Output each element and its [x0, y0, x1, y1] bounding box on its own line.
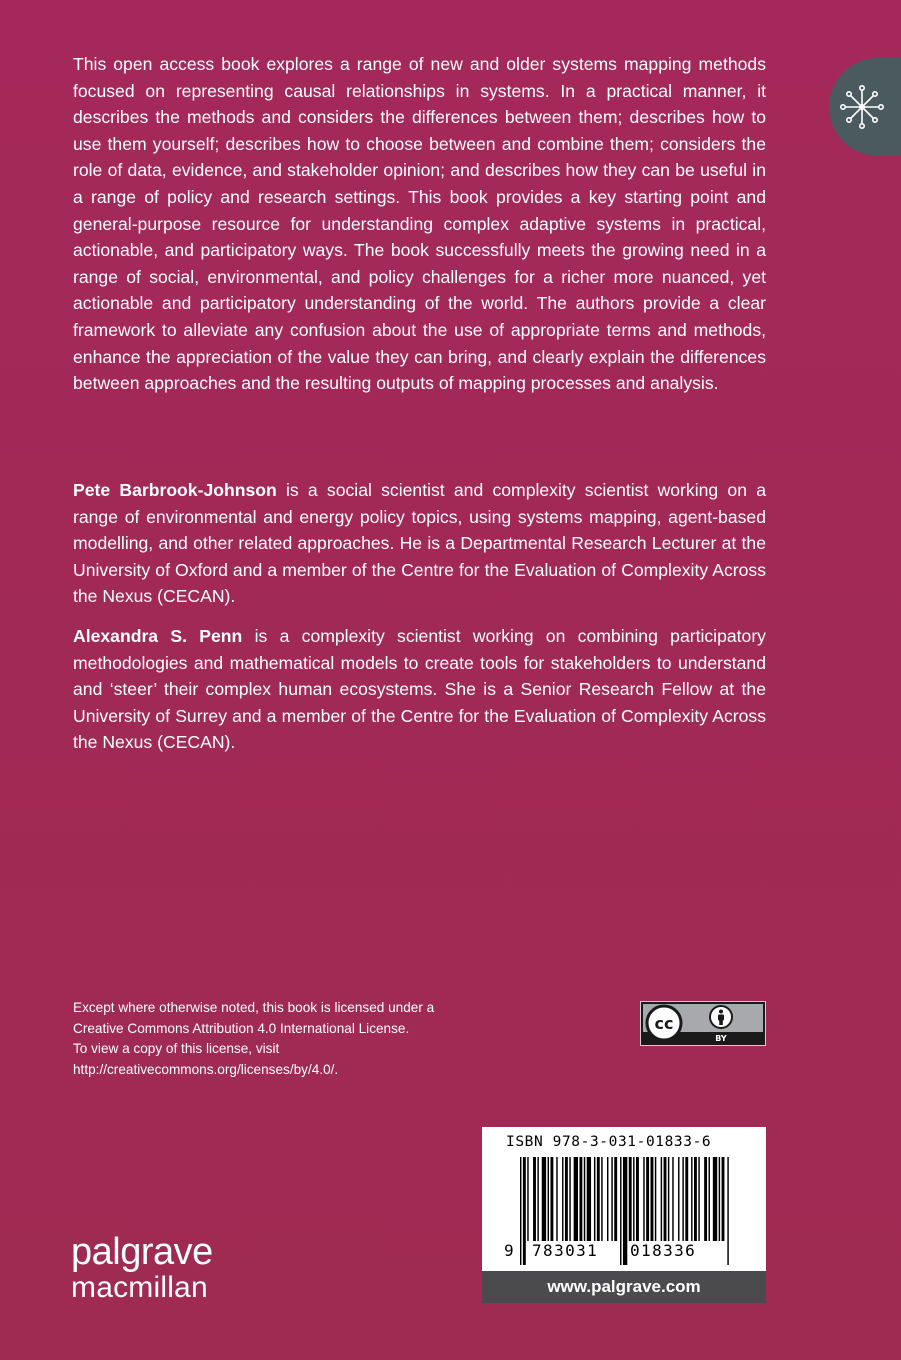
svg-text:cc: cc [654, 1014, 674, 1033]
barcode-bar [584, 1157, 585, 1241]
barcode-bar [719, 1157, 720, 1241]
author-name-1: Pete Barbrook-Johnson [73, 480, 277, 500]
barcode-bar [664, 1157, 667, 1241]
barcode-bar [698, 1157, 699, 1241]
publisher-logo [71, 1232, 213, 1304]
barcode-bar [727, 1157, 728, 1265]
cc-by-license-badge [640, 1001, 766, 1046]
barcode-bar [607, 1157, 608, 1241]
barcode-bar [685, 1157, 688, 1241]
author-name-2: Alexandra S. Penn [73, 626, 243, 646]
barcode-bar [594, 1157, 595, 1241]
barcode-bar [704, 1157, 707, 1241]
barcode-bar [611, 1157, 612, 1241]
barcode-bar [646, 1157, 649, 1241]
barcode-bar [661, 1157, 662, 1241]
barcode-bar [633, 1157, 634, 1241]
barcode-bar [713, 1157, 717, 1241]
barcode-bar [668, 1157, 669, 1241]
barcode-bar [636, 1157, 639, 1241]
barcode-bar [574, 1157, 578, 1241]
barcode-bar [579, 1157, 582, 1241]
barcode-bar [694, 1157, 697, 1241]
barcode-bar [550, 1157, 553, 1241]
barcode-bar [623, 1157, 627, 1265]
barcode-bar [682, 1157, 683, 1241]
barcode-bar [569, 1157, 570, 1241]
barcode-bar [587, 1157, 591, 1241]
author-bio-2 [73, 623, 766, 756]
barcode-bar [523, 1157, 526, 1265]
barcode-bar [601, 1157, 602, 1241]
barcode-bars [482, 1127, 766, 1271]
barcode-bar [556, 1157, 557, 1241]
barcode-bar [527, 1157, 528, 1241]
barcode-bar [542, 1157, 546, 1241]
barcode-bar [651, 1157, 654, 1241]
barcode-bar [678, 1157, 679, 1241]
barcode-digit-prefix: 9 [504, 1241, 514, 1260]
publisher-name-line1: palgrave [71, 1231, 213, 1273]
barcode-bar [691, 1157, 692, 1241]
author-bio-text-1: is a social scientist and complexity scientist working on a range of environmental and energy policy topics, using systems mapping, agent-based modelling, and other related approaches. He is a Departmental Research Lecturer at the University of Oxford and a member of the Centre for the Evaluation of Complexity Across the Nexus (CECAN). [73, 480, 766, 607]
barcode-bar [655, 1157, 656, 1241]
barcode-bar [597, 1157, 600, 1241]
barcode-bar [614, 1157, 617, 1241]
isbn-barcode [482, 1127, 766, 1303]
barcode-bar [533, 1157, 536, 1241]
barcode-bar [620, 1157, 621, 1265]
barcode-bar [537, 1157, 538, 1241]
palgrave-logo-badge [829, 58, 901, 156]
license-url-link[interactable]: http://creativecommons.org/licenses/by/4.0/. [73, 1061, 339, 1077]
isbn-label: ISBN 978-3-031-01833-6 [506, 1134, 712, 1150]
license-line-1: Except where otherwise noted, this book is licensed under a [73, 1000, 435, 1015]
barcode-bar [562, 1157, 563, 1241]
barcode-bar [643, 1157, 644, 1241]
barcode-bar [709, 1157, 710, 1241]
barcode-digits-left: 783031 [532, 1241, 599, 1260]
barcode-bar [722, 1157, 725, 1241]
license-line-2: Creative Commons Attribution 4.0 International License. [73, 1020, 410, 1036]
author-bio-1 [73, 477, 766, 610]
barcode-bar [672, 1157, 673, 1241]
barcode-bar [548, 1157, 549, 1241]
barcode-bar [520, 1157, 521, 1265]
publisher-website-link[interactable]: www.palgrave.com [482, 1271, 766, 1303]
license-notice [73, 998, 543, 1080]
book-description: This open access book explores a range of new and older systems mapping methods focused on representing causal relationships in systems. In a practical manner, it describes the methods and considers the differences between them; describes how to use them yourself; describes how to choose between and combine them; considers the role of data, evidence, and stakeholder opinion; and describes how they can be useful in a range of policy and research settings. This book provides a key starting point and general-purpose resource for understanding complex adaptive systems in practical, actionable, and participatory ways. The book successfully meets the growing need in a range of social, environmental, and policy challenges for a richer more nuanced, yet actionable and participatory understanding of the world. The authors provide a clear framework to alleviate any confusion about the use of appropriate terms and methods, enhance the appreciation of the value they can bring, and clearly explain the differences between approaches and the resulting outputs of mapping processes and analysis. [73, 54, 766, 394]
palgrave-star-icon [837, 82, 887, 132]
barcode-digits-right: 018336 [630, 1241, 697, 1260]
publisher-name-line2: macmillan [71, 1271, 208, 1304]
license-line-3: To view a copy of this license, visit [73, 1041, 280, 1056]
author-bio-text-2: is a complexity scientist working on combining participatory methodologies and mathematical models to create tools for stakeholders to understand and ‘steer’ their complex human ecosystems. She is a Senior Research Fellow at the University of Surrey and a member of the Centre for the Evaluation of Complexity Across the Nexus (CECAN). [73, 626, 766, 753]
barcode-bar [629, 1157, 632, 1241]
barcode-bar [565, 1157, 568, 1241]
cc-by-label: BY [715, 1034, 727, 1043]
